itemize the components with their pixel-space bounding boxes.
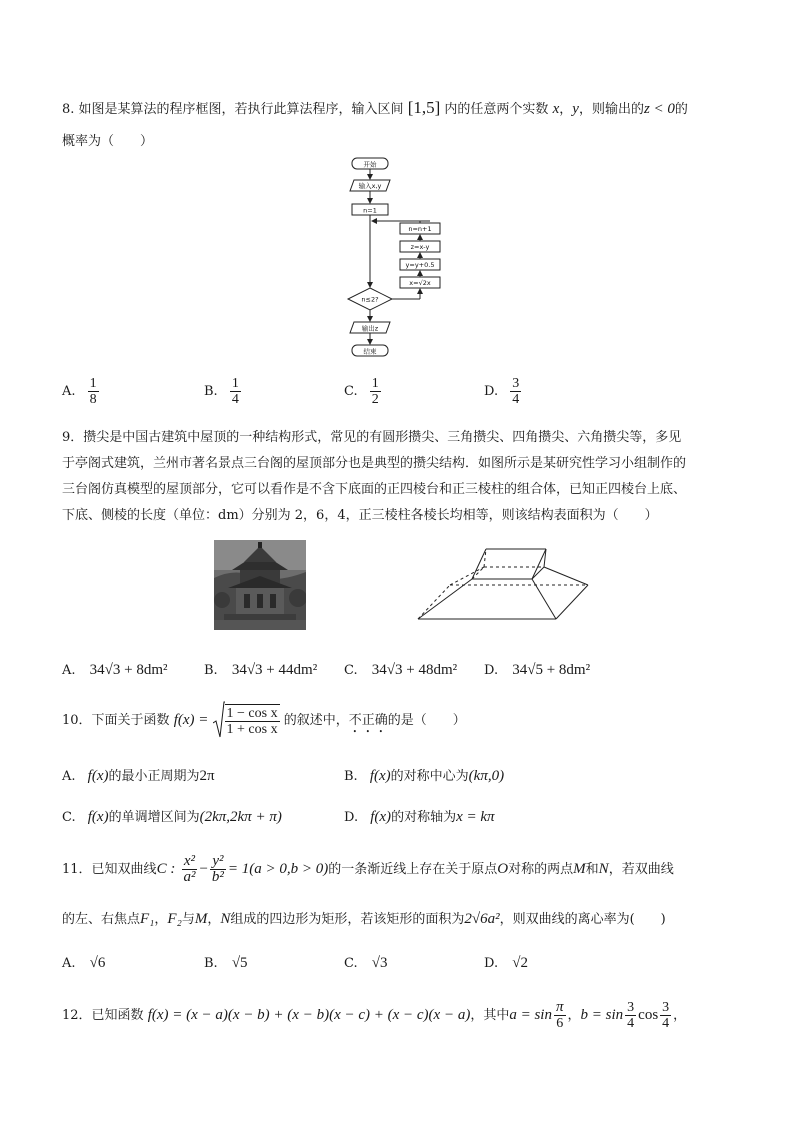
q11-option-b[interactable]: B. √5	[204, 955, 248, 971]
flow-input-label: 输入x,y	[358, 182, 382, 190]
q8-option-d[interactable]: D. $\frac{3}{4}$	[484, 376, 520, 407]
q8-flowchart	[340, 155, 460, 360]
q9-line1: 9．攒尖是中国古建筑中屋顶的一种结构形式，常见的有圆形攒尖、三角攒尖、四角攒尖、六角攒尖等，多见	[62, 430, 682, 445]
flow-loop-y-label: y=y+0.5	[405, 261, 435, 269]
q8-line2: 概率为（ ）	[62, 134, 154, 149]
q8-text-a: 如图是某算法的程序框图，若执行此算法程序，输入区间	[78, 102, 404, 117]
q10-stem: 10．下面关于函数 f(x) = $\frac{\text{1 − cos x}}{\text{1 + cos x}}$ 的叙述中，不正确的是（ ）	[62, 700, 466, 740]
q9-option-d[interactable]: D. 34√5 + 8dm²	[484, 662, 591, 678]
q9-option-a[interactable]: A. 34√3 + 8dm²	[62, 662, 168, 678]
frustum-prism-figure	[416, 545, 591, 625]
q8-condition: z < 0	[643, 101, 675, 117]
q10-option-c[interactable]: C. f(x)的单调增区间为(2kπ,2kπ + π)	[62, 809, 282, 825]
flow-end-label: 结束	[363, 347, 377, 356]
q8-option-a[interactable]: A. $\frac{1}{8}$	[62, 376, 97, 407]
q9-option-b[interactable]: B. 34√3 + 44dm²	[204, 662, 318, 678]
q10-emphasis: 不正确	[348, 713, 388, 728]
q9-option-c[interactable]: C. 34√3 + 48dm²	[344, 662, 458, 678]
q8-text-b: 内的任意两个实数	[444, 102, 549, 117]
q11-line1: 11．已知双曲线C : $\frac{\text{x²}}{\text{a²}}$ − $\frac{\text{y²}}{\text{b²}}$ = 1(a > 0,b > 0)的一条渐近线上存在关于原点O对称的两点M和N，若双曲线	[62, 853, 674, 885]
q9-line2: 于亭阁式建筑，兰州市著名景点三台阁的屋顶部分也是典型的攒尖结构．如图所示是某研究性学习小组制作的	[62, 456, 687, 471]
q11-line2: 的左、右焦点F₁，F₂与M，N组成的四边形为矩形，若该矩形的面积为2√6a²，则双曲线的离心率为( )	[62, 911, 666, 927]
q10-option-d[interactable]: D. f(x)的对称轴为x = kπ	[344, 809, 495, 825]
flow-init-label: n=1	[363, 206, 377, 215]
flow-output-label: 输出z	[361, 324, 379, 333]
q11-option-c[interactable]: C. √3	[344, 955, 388, 971]
q10-radical: $\frac{\text{1 − cos x}}{\text{1 + cos x}}$	[213, 701, 280, 741]
q12-expression: f(x) = (x − a)(x − b) + (x − b)(x − c) + (x − c)(x − a)	[147, 1007, 471, 1023]
q10-function: f(x) =	[173, 712, 209, 728]
q8-option-b[interactable]: B. $\frac{1}{4}$	[204, 376, 239, 407]
q9-line3: 三台阁仿真模型的屋顶部分，它可以看作是不含下底面的正四棱台和正三棱柱的组合体，已知正四棱台上底、	[62, 482, 687, 497]
q9-line4: 下底、侧棱的长度（单位：dm）分别为 2，6，4，正三棱柱各棱长均相等，则该结构表面积为（ ）	[62, 508, 658, 523]
q8-option-c[interactable]: C. $\frac{1}{2}$	[344, 376, 379, 407]
flow-loop-n-label: n=n+1	[408, 225, 432, 233]
q8-line1: 8. 如图是某算法的程序框图，若执行此算法程序，输入区间 [1,5] 内的任意两个实数 x，y，则输出的z < 0的	[62, 98, 688, 117]
q11-option-d[interactable]: D. √2	[484, 955, 528, 971]
q11-option-a[interactable]: A. √6	[62, 955, 106, 971]
pavilion-photo	[214, 540, 306, 630]
flow-loop-z-label: z=x-y	[410, 243, 430, 251]
q10-option-a[interactable]: A. f(x)的最小正周期为2π	[62, 768, 215, 784]
q10-option-b[interactable]: B. f(x)的对称中心为(kπ,0)	[344, 768, 505, 784]
flow-start-label: 开始	[363, 160, 377, 169]
q12-line1: 12．已知函数 f(x) = (x − a)(x − b) + (x − b)(x − c) + (x − c)(x − a)，其中a = sin $\frac{\pi}{6}$ ，b = sin $\frac{3}{4}$ cos $\frac{3}{4}$ ，	[62, 999, 687, 1031]
q8-interval: [1,5]	[407, 98, 441, 117]
flow-cond-label: n≤2?	[361, 295, 379, 304]
flow-loop-x-label: x=√2x	[409, 279, 431, 287]
